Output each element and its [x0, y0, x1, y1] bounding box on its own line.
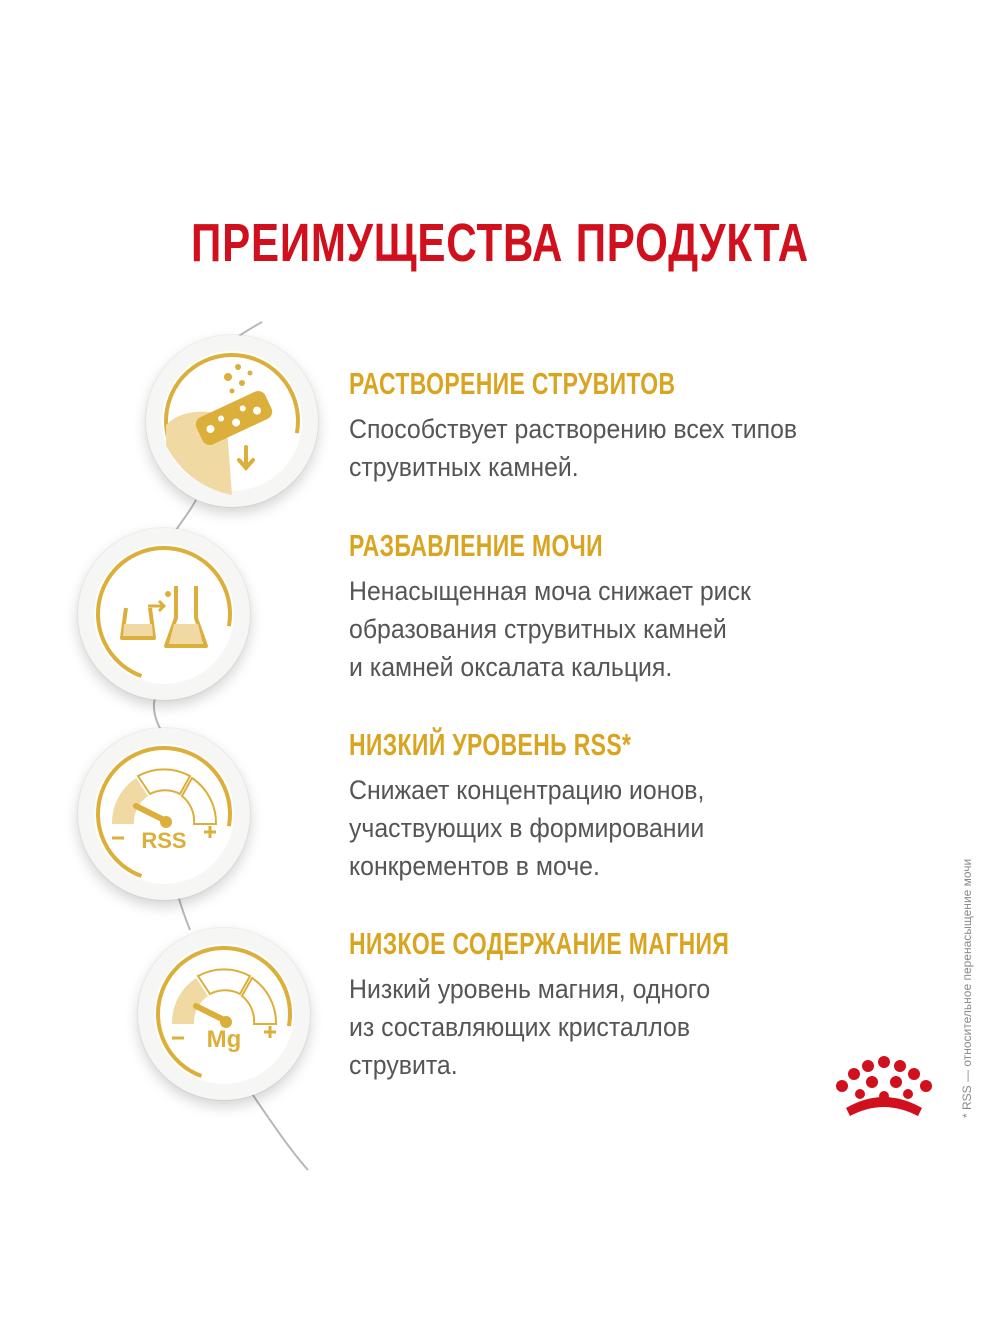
benefit-text: Ненасыщенная моча снижает риск образования струвитных камней и камней оксалата кальция. — [349, 576, 751, 682]
benefit-title: НИЗКОЕ СОДЕРЖАНИЕ МАГНИЯ — [349, 926, 730, 961]
benefit-text: Способствует растворению всех типов струвитных камней. — [349, 414, 798, 482]
mg-label: Mg — [206, 1026, 242, 1053]
benefit-title: НИЗКИЙ УРОВЕНЬ RSS* — [349, 727, 632, 762]
rss-gauge-icon — [78, 728, 250, 900]
page-title: ПРЕИМУЩЕСТВА ПРОДУКТА — [191, 213, 809, 273]
benefit-low-rss — [349, 727, 909, 885]
royal-crown-logo — [832, 1052, 942, 1136]
mg-gauge-icon — [138, 928, 310, 1100]
benefit-title: РАЗБАВЛЕНИЕ МОЧИ — [349, 528, 604, 563]
rss-footnote: * RSS — относительное перенасыщение мочи — [960, 858, 974, 1118]
benefit-low-magnesium — [349, 926, 909, 1084]
benefit-text: Низкий уровень магния, одного из составляющих кристаллов струвита. — [349, 974, 711, 1080]
urine-dilution-icon — [78, 528, 250, 700]
struvite-dissolution-icon — [146, 335, 318, 507]
benefit-text: Снижает концентрацию ионов, участвующих в формировании конкрементов в моче. — [349, 775, 705, 881]
rss-label: RSS — [141, 828, 187, 853]
benefit-title: РАСТВОРЕНИЕ СТРУВИТОВ — [349, 366, 676, 401]
benefit-urine-dilution — [349, 528, 909, 686]
benefit-struvite-dissolution — [349, 366, 909, 486]
